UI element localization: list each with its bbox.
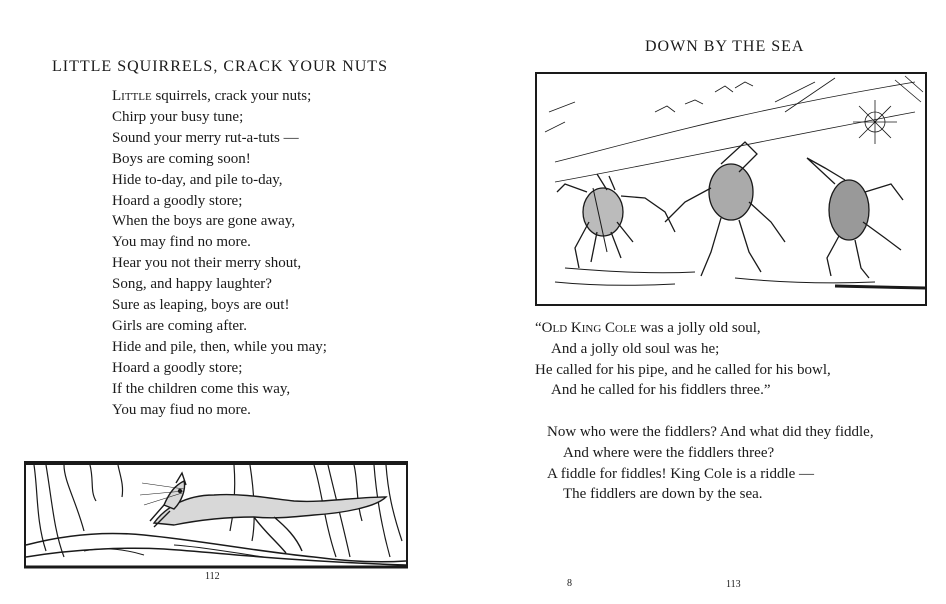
right-page-title: DOWN BY THE SEA [645, 38, 805, 55]
poem-line: Sound your merry rut-a-tuts — [112, 129, 299, 146]
poem-drop-word: Little [112, 88, 152, 104]
sun [853, 100, 897, 144]
poem-line: Hear you not their merry shout, [112, 255, 302, 272]
poem-line: Sure as leaping, boys are out! [112, 297, 290, 314]
crab-middle [665, 142, 785, 276]
stanza-line: The fiddlers are down by the sea. [563, 486, 763, 503]
stanza-2 [547, 422, 874, 505]
stanza-line: He called for his pipe, and he called for his bowl, [535, 361, 831, 378]
stanza-line: Now who were the fiddlers? And what did they fiddle, [547, 424, 874, 440]
stanza-line: And he called for his fiddlers three.” [551, 382, 771, 399]
stanza-line: And a jolly old soul was he; [551, 340, 720, 357]
poem-line-first [112, 86, 327, 107]
left-page-title: LITTLE SQUIRRELS, CRACK YOUR NUTS [52, 58, 388, 75]
fallen-log [26, 533, 406, 565]
crab-left [557, 174, 675, 268]
squirrel-figure [140, 473, 386, 553]
poem-first-line-rest: squirrels, crack your nuts; [151, 88, 312, 104]
crab-right [807, 158, 903, 278]
stanza-line-first [535, 318, 831, 339]
stanza-line: And where were the fiddlers three? [563, 444, 775, 461]
poem-line: Hoard a goodly store; [112, 192, 243, 209]
stanza-line: A fiddle for fiddles! King Cole is a riddle — [547, 465, 815, 482]
poem-line: Chirp your busy tune; [112, 108, 244, 125]
poem-line: Girls are coming after. [112, 317, 247, 334]
poem-line: You may fiud no more. [112, 401, 251, 418]
beach-ground [555, 268, 925, 288]
plate-mark: 8 [567, 578, 572, 589]
poem-line: Hide and pile, then, while you may; [112, 338, 327, 355]
right-page [473, 0, 946, 604]
king-cole-name: Old King Cole [541, 320, 637, 336]
squirrel-poem [112, 86, 327, 421]
open-quote: “ [535, 320, 542, 336]
poem-line: Hoard a goodly store; [112, 359, 243, 376]
page-number: 113 [726, 579, 741, 590]
poem-line: When the boys are gone away, [112, 213, 296, 230]
poem-line: If the children come this way, [112, 380, 291, 397]
stanza-1 [535, 318, 831, 401]
first-line-rest: was a jolly old soul, [636, 320, 761, 336]
poem-line: Boys are coming soon! [112, 150, 251, 167]
page-number: 112 [205, 571, 220, 582]
squirrel-illustration [24, 461, 408, 569]
crab-fiddlers-illustration [535, 72, 927, 306]
poem-line: Hide to-day, and pile to-day, [112, 171, 283, 188]
poem-line: Song, and happy laughter? [112, 276, 272, 293]
poem-line: You may find no more. [112, 234, 251, 251]
